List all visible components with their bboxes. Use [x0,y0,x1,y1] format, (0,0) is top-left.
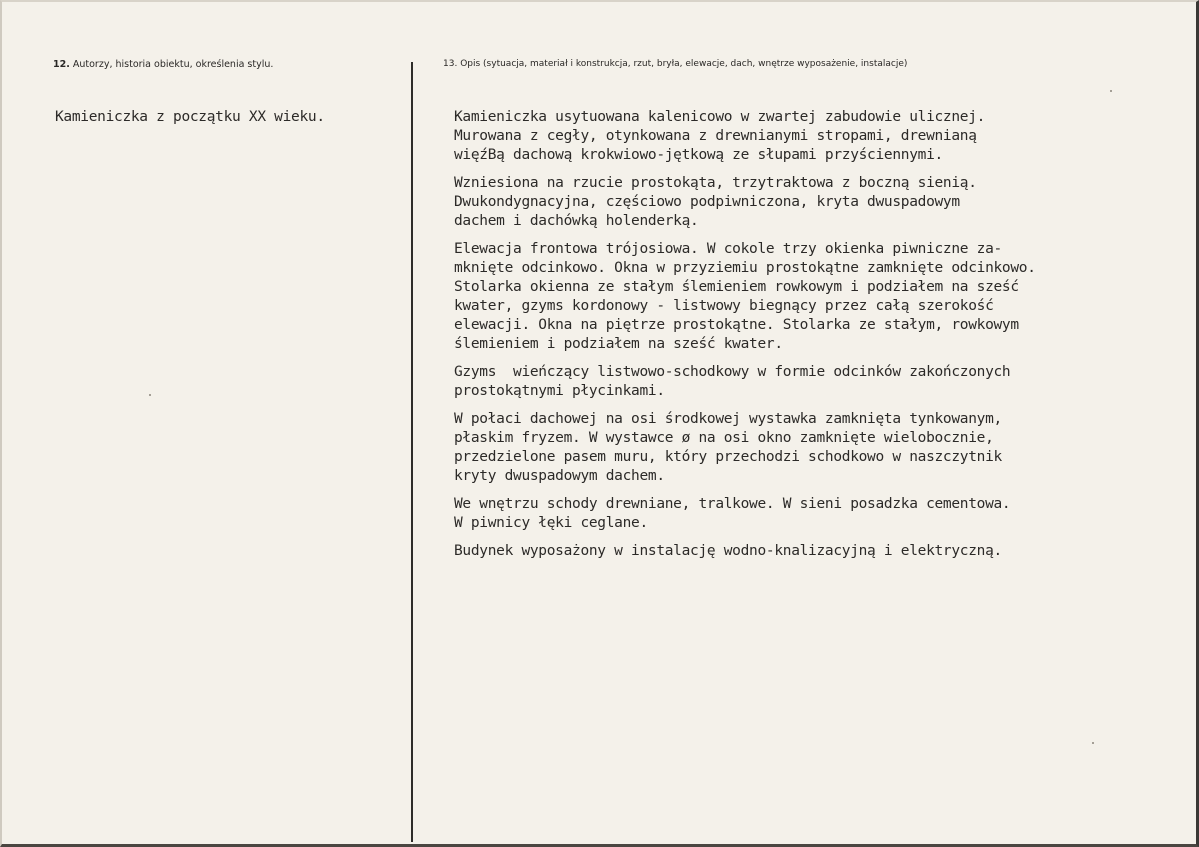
left-column-text: Kamieniczka z początku XX wieku. [55,109,325,125]
text-line: Stolarka okienna ze stałym ślemieniem rowkowym i podziałem na sześć [454,279,1019,295]
text-line: Kamieniczka usytuowana kalenicowo w zwartej zabudowie ulicznej. [454,109,986,125]
description-body [454,108,1154,570]
paper-speck [1110,90,1112,92]
section-13-title: Opis (sytuacja, materiał i konstrukcja, rzut, bryła, elewacje, dach, wnętrze wyposażenie, instalacje) [460,59,908,69]
text-line: Murowana z cegły, otynkowana z drewnianymi stropami, drewnianą [454,128,977,144]
paragraph-plan [454,174,1154,231]
text-line: więźBą dachową krokwiowo-jętkową ze słupami przyściennymi. [454,147,943,163]
text-line: kryty dwuspadowym dachem. [454,468,665,484]
paragraph-facade [454,240,1154,354]
text-line: W piwnicy łęki ceglane. [454,515,648,531]
section-12-title: Autorzy, historia obiektu, określenia stylu. [72,59,274,70]
text-line: prostokątnymi płycinkami. [454,383,665,399]
text-line: Dwukondygnacyjna, częściowo podpiwniczona, kryta dwuspadowym [454,194,960,210]
paragraph-interior [454,495,1154,533]
text-line: mknięte odcinkowo. Okna w przyziemiu prostokątne zamknięte odcinkowo. [454,260,1036,276]
paper-speck [1092,742,1094,744]
text-line: We wnętrzu schody drewniane, tralkowe. W sieni posadzka cementowa. [454,496,1011,512]
section-13-number: 13. [443,59,458,69]
paragraph-roof [454,410,1154,486]
text-line: płaskim fryzem. W wystawce ø na osi okno zamknięte wielobocznie, [454,430,994,446]
paragraph-cornice [454,363,1154,401]
paragraph-location [454,108,1154,165]
section-12-header [53,59,273,70]
text-line: Gzyms wieńczący listwowo-schodkowy w formie odcinków zakończonych [454,364,1011,380]
text-line: W połaci dachowej na osi środkowej wystawka zamknięta tynkowanym, [454,411,1002,427]
text-line: elewacji. Okna na piętrze prostokątne. Stolarka ze stałym, rowkowym [454,317,1019,333]
text-line: ślemieniem i podziałem na sześć kwater. [454,336,783,352]
text-line: Elewacja frontowa trójosiowa. W cokole trzy okienka piwniczne za- [454,241,1002,257]
section-13-header [443,59,907,69]
text-line: kwater, gzyms kordonowy - listwowy biegnący przez całą szerokość [454,298,994,314]
paragraph-installations [454,542,1154,561]
column-divider [411,62,413,842]
text-line: dachem i dachówką holenderką. [454,213,699,229]
paper-speck [149,394,151,396]
text-line: Budynek wyposażony w instalację wodno-knalizacyjną i elektryczną. [454,543,1002,559]
text-line: Wzniesiona na rzucie prostokąta, trzytraktowa z boczną sienią. [454,175,977,191]
text-line: przedzielone pasem muru, który przechodzi schodkowo w naszczytnik [454,449,1002,465]
section-12-number: 12. [53,59,70,70]
